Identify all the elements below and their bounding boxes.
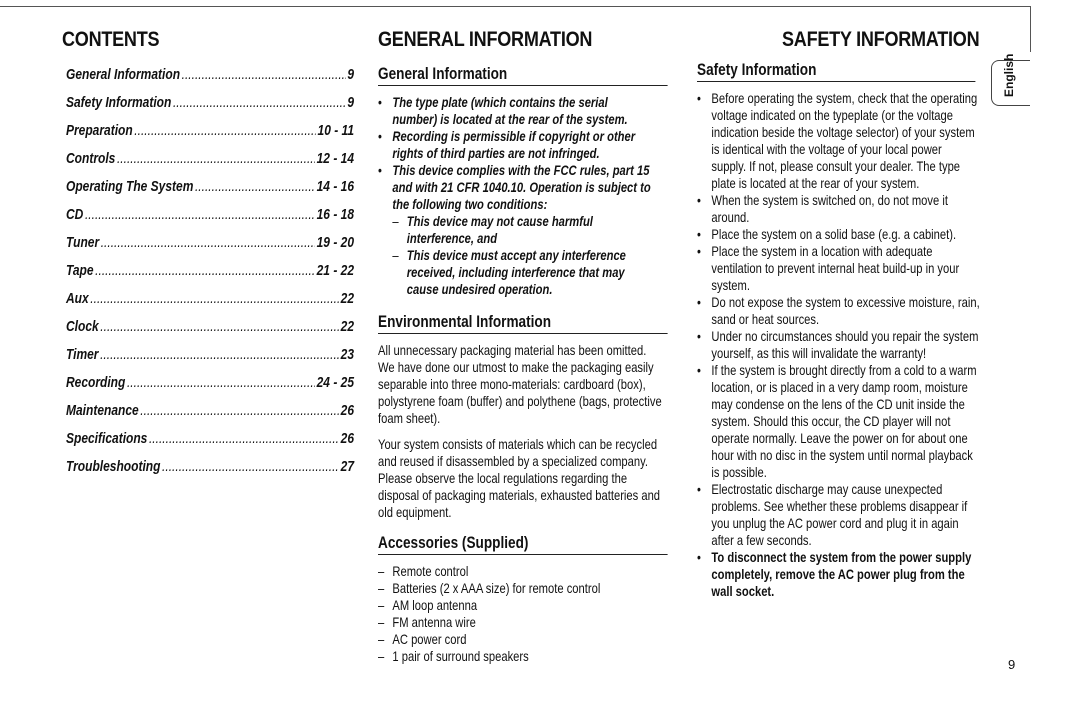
toc-entry[interactable] [66,290,354,318]
toc-page: 14 - 16 [316,178,354,195]
toc-entry[interactable] [66,458,354,486]
text-line: the following two conditions: [392,196,548,212]
bullet-item [697,362,980,481]
bullet-item [378,631,668,648]
bullet-item [378,128,668,162]
text-line: completely, remove the AC power plug from the [711,566,965,582]
env-paragraph [378,342,668,427]
bullet-text [711,192,948,226]
toc-label: Controls [66,150,116,167]
text-line: separable into three mono-materials: cardboard (box), [378,376,646,392]
bullet-item [697,192,980,226]
toc-page: 24 - 25 [316,374,354,391]
text-line: AM loop antenna [392,597,478,613]
text-line: Under no circumstances should you repair the system [711,328,979,344]
toc-label: Preparation [66,122,133,139]
bullet-text [711,362,976,481]
toc-entry[interactable] [66,262,354,290]
bullet-marker: • [697,90,701,106]
bullet-text [711,549,971,600]
toc-leader [100,318,339,335]
bullet-text [711,328,978,362]
bullet-text [392,94,627,128]
bullet-text [711,90,977,192]
toc-label: Timer [66,346,99,363]
text-line: after a few seconds. [711,532,812,548]
bullet-item [378,597,668,614]
bullet-item [392,247,667,298]
toc-entry[interactable] [66,122,354,150]
bullet-text [392,631,466,648]
toc-leader [162,458,339,475]
bullet-text [711,226,956,243]
text-line: Place the system in a location with adequate [711,243,933,259]
bullet-item [392,213,667,247]
toc-leader [95,262,315,279]
table-of-contents [66,66,354,486]
bullet-text [392,162,650,213]
text-line: Electrostatic discharge may cause unexpected [711,481,943,497]
text-line: The type plate (which contains the serial [392,94,608,110]
bullet-item [697,294,980,328]
text-line: 1 pair of surround speakers [392,648,529,664]
text-line: AC power cord [392,631,467,647]
text-line: To disconnect the system from the power supply [711,549,972,565]
toc-leader [173,94,346,111]
text-line: disposal of packaging materials, exhausted batteries and [378,487,661,503]
text-line: This device must accept any interference [406,247,626,263]
text-line: If the system is brought directly from a cold to a warm [711,362,977,378]
text-line: number) is located at the rear of the system. [392,111,628,127]
bullet-marker: – [378,597,385,613]
text-line: voltage indicated on the typeplate (or the voltage [711,107,953,123]
bullet-text [392,563,468,580]
toc-page: 26 [340,402,354,419]
text-line: foam sheet). [378,410,441,426]
bullet-marker: – [392,247,399,263]
toc-page: 9 [347,66,354,83]
text-line: This device complies with the FCC rules, part 15 [392,162,650,178]
text-line: Place the system on a solid base (e.g. a cabinet). [711,226,957,242]
text-line: hour with no disc in the system until normal playback [711,447,973,463]
bullet-marker: • [697,362,701,378]
bullet-marker: – [392,213,399,229]
bullet-marker: • [697,294,701,310]
bullet-item [378,94,668,128]
bullet-item [378,614,668,631]
text-line: may condense on the lens of the CD unit inside the [711,396,965,412]
section-title-safety: Safety Information [697,60,975,82]
text-line: wall socket. [711,583,775,599]
toc-page: 9 [347,94,354,111]
bullet-text [392,614,475,631]
safety-column [697,60,980,600]
general-information-heading: GENERAL INFORMATION [378,28,593,51]
toc-label: Operating The System [66,178,194,195]
toc-label: Recording [66,374,126,391]
toc-entry[interactable] [66,234,354,262]
text-line: ventilation to prevent internal heat build-up in your [711,260,960,276]
text-line: We have done our utmost to make the packaging easily [378,359,654,375]
bullet-marker: – [378,614,385,630]
toc-page: 22 [340,290,354,307]
bullet-text [407,247,626,298]
toc-entry[interactable] [66,402,354,430]
bullet-text [711,243,959,294]
bullet-marker: • [378,94,382,110]
bullet-item [378,648,668,665]
toc-label: Maintenance [66,402,139,419]
toc-entry[interactable] [66,66,354,94]
bullet-item [697,549,980,600]
toc-page: 26 [340,430,354,447]
text-line: yourself, as this will invalidate the warranty! [711,345,927,361]
toc-entry[interactable] [66,318,354,346]
page-number: 9 [1008,657,1016,672]
bullet-marker: • [378,128,382,144]
text-line: received, including interference that may [406,264,625,280]
text-line: sand or heat sources. [711,311,820,327]
text-line: system. Should this occur, the CD player will not [711,413,951,429]
section-title-environmental: Environmental Information [378,312,668,334]
text-line: Your system consists of materials which can be recycled [378,436,658,452]
text-line: Before operating the system, check that the operating [711,90,978,106]
text-line: supply. If not, please consult your dealer. The type [711,158,961,174]
toc-label: Tuner [66,234,100,251]
text-line: Batteries (2 x AAA size) for remote control [392,580,601,596]
toc-leader [134,122,316,139]
bullet-text [392,580,600,597]
text-line: is possible. [711,464,767,480]
top-rule [0,6,1030,7]
bullet-item [697,481,980,549]
bullet-marker: • [697,549,701,565]
toc-page: 22 [340,318,354,335]
toc-entry[interactable] [66,94,354,122]
toc-entry[interactable] [66,206,354,234]
text-line: around. [711,209,750,225]
bullet-item [697,226,980,243]
bullet-marker: • [697,192,701,208]
text-line: rights of third parties are not infringed. [392,145,600,161]
toc-page: 10 - 11 [317,122,354,139]
toc-entry[interactable] [66,430,354,458]
toc-label: General Information [66,66,181,83]
text-line: cause undesired operation. [406,281,553,297]
bullet-marker: – [378,631,385,647]
text-line: old equipment. [378,504,452,520]
general-column [378,64,668,665]
toc-leader [100,346,339,363]
bullet-item [378,563,668,580]
bullet-item [378,162,668,213]
toc-label: CD [66,206,84,223]
toc-page: 19 - 20 [316,234,354,251]
toc-leader [85,206,315,223]
toc-leader [90,290,339,307]
toc-page: 23 [340,346,354,363]
bullet-marker: – [378,563,385,579]
bullet-item [697,243,980,294]
toc-entry[interactable] [66,150,354,178]
bullet-text [711,294,979,328]
toc-page: 16 - 18 [316,206,354,223]
bullet-marker: • [697,226,701,242]
text-line: and reused if disassembled by a specialized company. [378,453,648,469]
toc-page: 21 - 22 [316,262,354,279]
toc-label: Aux [66,290,89,307]
bullet-item [697,90,980,192]
toc-leader [117,150,315,167]
text-line: system. [711,277,750,293]
section-title-general: General Information [378,64,668,86]
bullet-marker: • [697,481,701,497]
bullet-text [392,128,635,162]
toc-entry[interactable] [66,374,354,402]
bullet-text [392,648,528,665]
toc-entry[interactable] [66,346,354,374]
env-paragraph [378,436,668,521]
text-line: you unplug the AC power cord and plug it in again [711,515,959,531]
safety-information-heading: SAFETY INFORMATION [782,28,980,51]
toc-page: 27 [340,458,354,475]
bullet-text [392,597,477,614]
text-line: Do not expose the system to excessive moisture, rain, [711,294,980,310]
bullet-marker: • [378,162,382,178]
toc-entry[interactable] [66,178,354,206]
toc-leader [182,66,346,83]
toc-leader [127,374,315,391]
language-tab-label: English [1002,53,1016,97]
text-line: is identical with the voltage of your local power [711,141,942,157]
toc-leader [149,430,339,447]
toc-label: Troubleshooting [66,458,161,475]
text-line: Please observe the local regulations regarding the [378,470,628,486]
toc-leader [101,234,315,251]
language-tab [991,53,1030,106]
text-line: polystyrene foam (buffer) and polythene (bags, protective [378,393,662,409]
toc-leader [195,178,315,195]
text-line: This device may not cause harmful [406,213,593,229]
bullet-marker: • [697,328,701,344]
sub-list [378,213,668,298]
text-line: plate is located at the rear of your system. [711,175,920,191]
text-line: interference, and [406,230,498,246]
toc-label: Specifications [66,430,148,447]
text-line: indication beside the voltage selector) of your system [711,124,975,140]
toc-label: Tape [66,262,94,279]
bullet-item [378,580,668,597]
bullet-item [697,328,980,362]
text-line: and with 21 CFR 1040.10. Operation is subject to [392,179,651,195]
toc-label: Safety Information [66,94,172,111]
toc-page: 12 - 14 [316,150,354,167]
section-title-accessories: Accessories (Supplied) [378,533,668,555]
text-line: When the system is switched on, do not move it [711,192,948,208]
bullet-text [407,213,593,247]
text-line: Remote control [392,563,469,579]
text-line: Recording is permissible if copyright or other [392,128,636,144]
right-rule [1030,6,1031,52]
contents-heading: CONTENTS [62,28,160,51]
bullet-text [711,481,967,549]
text-line: FM antenna wire [392,614,476,630]
toc-leader [140,402,339,419]
bullet-marker: • [697,243,701,259]
text-line: All unnecessary packaging material has been omitted. [378,342,647,358]
text-line: operate normally. Leave the power on for about one [711,430,968,446]
text-line: location, or is placed in a very damp room, moisture [711,379,968,395]
bullet-marker: – [378,580,385,596]
bullet-marker: – [378,648,385,664]
toc-label: Clock [66,318,99,335]
text-line: problems. See whether these problems disappear if [711,498,968,514]
